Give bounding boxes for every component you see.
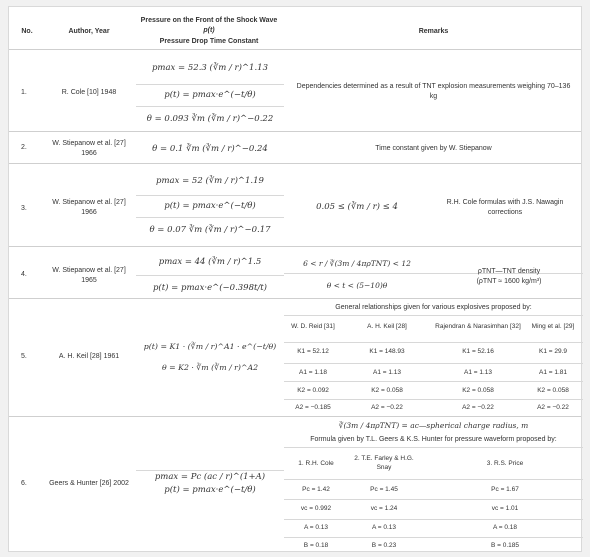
row-no: 2. [21,144,27,151]
cell: K2 = 0.092 [297,387,329,394]
header-time-constant: Pressure Drop Time Constant [159,38,259,45]
row-author: 1966 [81,209,97,216]
subtable-header: 1. R.H. Cole [298,460,334,467]
row-no: 4. [21,271,27,278]
row-no: 6. [21,480,27,487]
cell: A = 0.13 [303,524,329,531]
subtable-header: 3. R.S. Price [486,460,524,467]
cell: B = 0.185 [490,542,519,549]
remark: kg [429,93,438,100]
cell: B = 0.18 [303,542,329,549]
cell: K1 = 52.16 [462,348,494,355]
row-divider [9,416,581,417]
formula: p(t) = K1 · (∛m / r)^A1 · e^(−t/θ) [143,342,277,351]
subtable-header: 2. T.E. Farley & H.G. Snay [354,455,414,471]
subtable-title: Formula given by T.L. Geers & K.S. Hunter for pressure waveform proposed by: [310,436,557,443]
condition: 0.05 ≤ (∛m / r) ≤ 4 [316,202,398,212]
row-no: 5. [21,353,27,360]
formula: p(t) = pmax·e^(−t/θ) [164,90,256,100]
cell: A1 = 1.13 [372,369,401,376]
formula: pmax = Pc (ac / r)^(1+A) [154,472,266,482]
condition: θ < t < (5−10)θ [326,281,388,290]
remark: R.H. Cole formulas with J.S. Nawagin [446,199,564,206]
density-note: (ρTNT ≈ 1600 kg/m³) [476,278,542,285]
header-pt: p(t) [203,27,215,34]
formula: pmax = 52.3 (∛m / r)^1.13 [151,63,268,73]
row-author: W. Stiepanow et al. [27] [52,140,126,147]
subtable-header: W. D. Reid [31] [291,323,335,330]
remark: Dependencies determined as a result of TNT explosion measurements weighing 70–136 [296,83,571,90]
row-author: 1966 [81,150,97,157]
formula: p(t) = pmax·e^(−0.398t/t) [152,283,267,293]
row-author: W. Stiepanow et al. [27] [52,267,126,274]
subtable-header: Ming et al. [29] [531,323,575,330]
remark: corrections [487,209,523,216]
cell: vc = 1.24 [370,505,398,512]
cell: B = 0.23 [371,542,397,549]
condition: 6 < r / ∛(3m / 4πρTNT) < 12 [303,259,411,268]
row-divider [9,246,581,247]
formula: θ = K2 · ∛m (∛m / r)^A2 [161,363,259,372]
cell: K2 = 0.058 [371,387,403,394]
row-author: Geers & Hunter [26] 2002 [49,480,129,487]
radius-formula: ∛(3m / 4πρTNT) = ac—spherical charge radius, m [338,421,529,430]
cell: A1 = 1.13 [463,369,492,376]
header-no: No. [21,28,33,35]
row-no: 3. [21,205,27,212]
formula: θ = 0.1 ∛m (∛m / r)^−0.24 [152,144,268,154]
row-divider [9,298,581,299]
formula: p(t) = pmax·e^(−t/θ) [164,201,256,211]
remark: Time constant given by W. Stiepanow [375,145,492,152]
cell: vc = 0.992 [300,505,332,512]
header-pressure: Pressure on the Front of the Shock Wave [140,17,278,24]
subtable-header: Rajendran & Narasimhan [32] [435,323,521,330]
cell: K1 = 148.93 [369,348,405,355]
formula: θ = 0.07 ∛m (∛m / r)^−0.17 [149,225,271,235]
density-note: ρTNT—TNT density [477,268,541,275]
cell: Pc = 1.45 [370,486,398,493]
cell: A2 = −0.22 [462,404,494,411]
cell: A2 = −0.185 [295,404,331,411]
subtable-title: General relationships given for various explosives proposed by: [335,304,532,311]
cell: K1 = 29.9 [538,348,567,355]
cell: K1 = 52.12 [297,348,329,355]
cell: A2 = −0.22 [537,404,569,411]
formula: p(t) = pmax·e^(−t/θ) [164,485,256,495]
cell: K2 = 0.058 [537,387,569,394]
cell: vc = 1.01 [491,505,519,512]
row-author: W. Stiepanow et al. [27] [52,199,126,206]
data-table [8,6,582,552]
row-author: R. Cole [10] 1948 [61,89,117,96]
cell: A1 = 1.18 [298,369,327,376]
row-author: 1965 [81,277,97,284]
header-remarks: Remarks [418,28,449,35]
formula: pmax = 44 (∛m / r)^1.5 [158,257,262,267]
cell: A = 0.13 [371,524,397,531]
header-author: Author, Year [68,28,110,35]
formula: pmax = 52 (∛m / r)^1.19 [156,176,264,186]
cell: A = 0.18 [492,524,518,531]
cell: K2 = 0.058 [462,387,494,394]
cell: Pc = 1.67 [491,486,519,493]
row-no: 1. [21,89,27,96]
cell: A2 = −0.22 [371,404,403,411]
cell: Pc = 1.42 [302,486,330,493]
subtable-header: A. H. Keil [28] [367,323,407,330]
row-divider [9,163,581,164]
row-author: A. H. Keil [28] 1961 [58,353,120,360]
header-divider [9,49,581,50]
cell: A1 = 1.81 [538,369,567,376]
formula: θ = 0.093 ∛m (∛m / r)^−0.22 [146,114,274,124]
row-divider [9,131,581,132]
